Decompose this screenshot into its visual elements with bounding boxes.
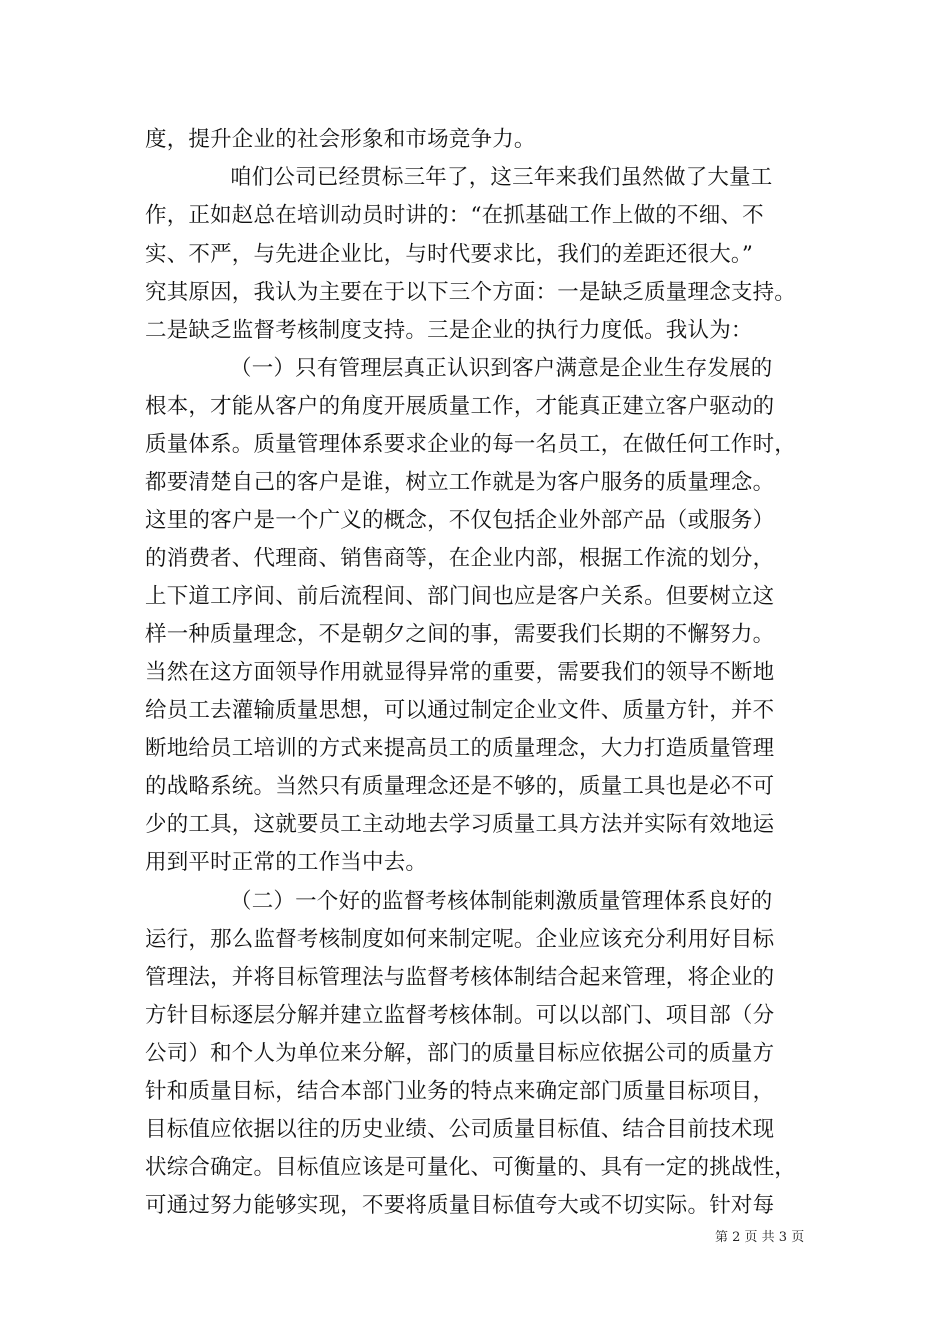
text-line: 度，提升企业的社会形象和市场竞争力。 bbox=[145, 127, 536, 152]
paragraph-first-line: （二）一个好的监督考核体制能刺激质量管理体系良好的 bbox=[230, 889, 773, 914]
page-number-footer: 第 2 页 共 3 页 bbox=[715, 1230, 805, 1245]
text-line: 都要清楚自己的客户是谁，树立工作就是为客户服务的质量理念。 bbox=[145, 470, 775, 495]
text-line: 方针目标逐层分解并建立监督考核体制。可以以部门、项目部（分 bbox=[145, 1003, 775, 1028]
paragraph-first-line: 咱们公司已经贯标三年了，这三年来我们虽然做了大量工 bbox=[230, 165, 773, 190]
text-line: 可通过努力能够实现，不要将质量目标值夸大或不切实际。针对每 bbox=[145, 1193, 775, 1218]
text-line: 二是缺乏监督考核制度支持。三是企业的执行力度低。我认为： bbox=[145, 318, 753, 343]
text-line: 当然在这方面领导作用就显得异常的重要，需要我们的领导不断地 bbox=[145, 660, 775, 685]
text-line: 目标值应依据以往的历史业绩、公司质量目标值、结合目前技术现 bbox=[145, 1117, 775, 1142]
text-line: 实、不严，与先进企业比，与时代要求比，我们的差距还很大。” bbox=[145, 242, 754, 267]
text-line: 上下道工序间、前后流程间、部门间也应是客户关系。但要树立这 bbox=[145, 584, 775, 609]
text-line: 给员工去灌输质量思想，可以通过制定企业文件、质量方针，并不 bbox=[145, 698, 775, 723]
text-line: 样一种质量理念，不是朝夕之间的事，需要我们长期的不懈努力。 bbox=[145, 622, 775, 647]
text-line: 根本，才能从客户的角度开展质量工作，才能真正建立客户驱动的 bbox=[145, 394, 775, 419]
text-line: 作，正如赵总在培训动员时讲的：“在抓基础工作上做的不细、不 bbox=[145, 203, 764, 228]
text-line: 这里的客户是一个广义的概念，不仅包括企业外部产品（或服务） bbox=[145, 508, 775, 533]
text-line: 管理法，并将目标管理法与监督考核体制结合起来管理，将企业的 bbox=[145, 965, 775, 990]
text-line: 质量体系。质量管理体系要求企业的每一名员工，在做任何工作时， bbox=[145, 432, 797, 457]
text-line: 断地给员工培训的方式来提高员工的质量理念，大力打造质量管理 bbox=[145, 736, 775, 761]
paragraph-first-line: （一）只有管理层真正认识到客户满意是企业生存发展的 bbox=[230, 356, 773, 381]
text-line: 的战略系统。当然只有质量理念还是不够的，质量工具也是必不可 bbox=[145, 774, 775, 799]
text-line: 少的工具，这就要员工主动地去学习质量工具方法并实际有效地运 bbox=[145, 812, 775, 837]
text-line: 状综合确定。目标值应该是可量化、可衡量的、具有一定的挑战性， bbox=[145, 1155, 797, 1180]
text-line: 用到平时正常的工作当中去。 bbox=[145, 850, 428, 875]
text-line: 的消费者、代理商、销售商等，在企业内部，根据工作流的划分， bbox=[145, 546, 775, 571]
text-line: 公司）和个人为单位来分解，部门的质量目标应依据公司的质量方 bbox=[145, 1041, 775, 1066]
text-line: 针和质量目标，结合本部门业务的特点来确定部门质量目标项目， bbox=[145, 1079, 775, 1104]
text-line: 运行，那么监督考核制度如何来制定呢。企业应该充分利用好目标 bbox=[145, 927, 775, 952]
text-line: 究其原因，我认为主要在于以下三个方面：一是缺乏质量理念支持。 bbox=[145, 280, 797, 305]
